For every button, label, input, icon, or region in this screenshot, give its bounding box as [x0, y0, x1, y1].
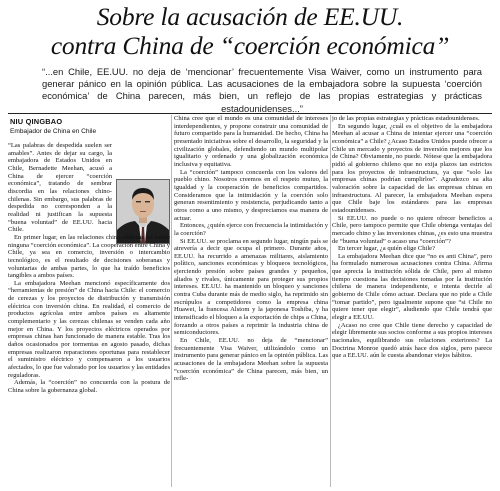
pull-quote: [42, 66, 482, 115]
paragraph: Entonces, ¿quién ejerce con frecuencia la intimidación y la coerción?: [174, 222, 328, 237]
paragraph: China cree que el mundo es una comunidad de intereses interdependientes, y propone construir una comunidad de futuro compartido para la humanidad. De hecho, China ha presentado iniciativas sobre el desarrollo, la seguridad y la civilización globales, defendiendo un mundo multipolar igualitario y ordenado y una globalización económica inclusiva y equitativa.: [174, 115, 328, 168]
column-1: [8, 142, 170, 395]
paragraph: Si EE.UU. no puede o no quiere ofrecer beneficios a Chile, pero tampoco permite que Chile obtenga ventajas del mercado chino y las inversiones chinas, ¿es esto una muestra de “buena voluntad” o acaso una “coerción”?: [332, 214, 492, 245]
paragraph: La “coerción” tampoco concuerda con los valores del pueblo chino. Nosotros creemos en el respeto mutuo, la igualdad y la cooperación de beneficios compartidos. Consideramos que la intimidación y la coerción solo generan resentimiento y resistencia, perjudicando tanto a otros como a uno mismo, y despreciamos esa manera de actuar.: [174, 168, 328, 222]
paragraph: En primer lugar, en las relaciones chino-chilenas no existe ninguna “coerción económica”. La cooperación entre China y Chile, ya sea en comercio, inversión o intercambio tecnológico, es el resultado de decisiones soberanas y voluntarias de ambas partes, lo que ha traído beneficios tangibles a ambos países.: [8, 233, 170, 280]
pull-quote-text: “...en Chile, EE.UU. no deja de ‘mencionar’ frecuentemente Visa Waiver, como un instrumento para generar pánico en la opinión pública. Las acusaciones de la embajadora sobre la supuesta ‘coerción económica’ de China parecen, más bien, un reflejo de las propias estrategias y prácticas estadounidenses...”: [42, 66, 482, 114]
paragraph: En segundo lugar, ¿cuál es el objetivo de la embajadora Meehan al acusar a China de intentar ejercer una “coerción económica” a Chile? ¿Acaso Estados Unidos puede ofrecer a Chile un mercado y proyectos de inversión mejores que los de China? Obviamente, no puede. Nótese que la embajadora pidió al gobierno chileno que no exija plazos tan estrictos para los proyectos de infraestructura, ya que “solo las empresas chinas podrían cumplirlos”. Agradezco su alta valoración sobre la capacidad de las empresas chinas en infraestructura. Al parecer, la embajadora Meehan espera que Chile baje los estándares para las empresas estadounidenses.: [332, 122, 492, 214]
paragraph: Además, la “coerción” no concuerda con la postura de China sobre la gobernanza global.: [8, 379, 170, 394]
author-role: Embajador de China en Chile: [10, 128, 97, 135]
column-separator: [171, 115, 172, 487]
author-name: NIU QINGBAO: [10, 117, 63, 126]
paragraph: La embajadora Meehan dice que “no es anti China”, pero ha formulado numerosas acusaciones contra China. Afirma que aprecia la institución sólida de Chile, pero al mismo tiempo cuestiona las decisiones tomadas por la institución chilena de manera independiente, e intenta decirle al gobierno de Chile cómo actuar. Declara que no pide a Chile “tomar partido”, pero igualmente supone que “si Chile no quiere tener que elegir”, aludiendo que Chile tendrá que elegir a EE.UU.: [332, 252, 492, 322]
paragraph: En Chile, EE.UU. no deja de “mencionar” frecuentemente Visa Waiver, utilizándolo como un instrumento para generar pánico en la opinión pública. Las acusaciones de la embajadora Meehan sobre la supuesta “coerción económica” de China parecen, más bien, un refle-: [174, 337, 328, 383]
article-title-line-2: contra China de “coerción económica”: [50, 31, 450, 60]
paragraph: Si EE.UU. se proclama en segundo lugar, ningún país se atrevería a decir que ocupa el primero. Durante años, EE.UU. ha recurrido a amenazas militares, aislamiento político, sanciones económicas y bloqueos tecnológicos, ejerciendo presión sobre países grandes y pequeños, aliados y rivales, únicamente para proteger sus propios intereses. EE.UU. ha mantenido un bloqueo y sanciones contra Cuba durante más de medio siglo, ha reprimido sin escrúpulos a competidores como la empresa china Huawei, la francesa Alstom y la japonesa Toshiba, y ha intensificado el bloqueo a la exportación de chips a China, forzando a otros países a reprimir la industria china de semiconductores.: [174, 237, 328, 337]
article-title-line-1: Sobre la acusación de EE.UU.: [96, 2, 404, 31]
paragraph: La embajadora Meehan mencionó específicamente dos “herramientas de presión” de China hacia Chile: el comercio de cerezas y los proyectos de distribución y transmisión eléctrica con inversión china. En realidad, el comercio de productos agrícolas entre ambos países es altamente complementario y las cerezas chilenas se venden cada año mejor en China. Y los proyectos eléctricos operados por empresas chinas han funcionado de manera estable. Tras los daños ocasionados por tormentas en agosto pasado, dichas empresas realizaron reparaciones oportunas para restablecer el suministro eléctrico y compensaron a los usuarios afectados, lo que fue valorado por los usuarios y las entidades reguladoras.: [8, 279, 170, 379]
author-block: [10, 117, 96, 135]
paragraph: jo de las propias estrategias y prácticas estadounidenses.: [332, 115, 480, 122]
column-3: [332, 115, 492, 360]
paragraph: En tercer lugar, ¿a quién elige Chile?: [338, 245, 435, 253]
column-2: [174, 115, 328, 383]
paragraph: ¿Acaso no cree que Chile tiene derecho y capacidad de elegir libremente sus socios conforme a sus propios intereses nacionales, equilibrando sus relaciones exteriores? La Doctrina Monroe quedó atrás hace dos siglos, pero parece que a EE.UU. aún le cuesta abandonar viejos hábitos.: [332, 321, 492, 360]
column-separator: [330, 115, 331, 487]
divider-rule: [8, 113, 492, 114]
lead-paragraph: “Las palabras de despedida suelen ser amables”. Antes de dejar su cargo, la embajadora de Estados Unidos en Chile, Bernadette Meehan, acusó a China de ejercer “coerción económica”, tratando de sembrar discordia en las relaciones chino-chilenas. Sin embargo, sus palabras de despedida no corresponden a la realidad ni justifican la supuesta “buena voluntad” de EE.UU. hacia Chile.: [8, 142, 112, 234]
